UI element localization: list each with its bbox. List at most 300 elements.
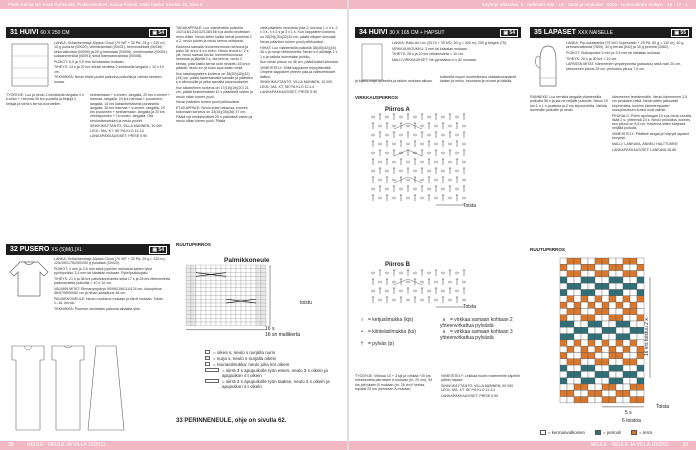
chain-stitch-mark — [448, 143, 451, 145]
color-cell — [588, 378, 595, 384]
color-cell — [595, 346, 602, 352]
chain-stitch-mark — [420, 161, 423, 163]
color-cell — [581, 340, 588, 346]
crochet-legend-symbol: † — [360, 341, 364, 347]
chain-stitch-mark — [455, 290, 458, 292]
credit-text: MALLI: LANKAVA, ANNELI HALTTUNEN — [612, 142, 678, 147]
materials-text: LANKA: Schachenmayr Alpaca Cloud (70 WF + 30 PA, 25 g = 225 m), 125/150/175/200/250 g punaista (00020). — [54, 257, 166, 266]
color-legend-swatch — [631, 430, 637, 435]
chart-cell — [256, 295, 261, 299]
chart-cell — [256, 288, 261, 292]
color-cell — [567, 378, 574, 384]
chain-stitch-mark — [420, 299, 423, 301]
chart-cell — [221, 276, 226, 280]
color-cell — [588, 296, 595, 302]
left-page-number: 38 — [8, 442, 14, 448]
color-cell — [609, 271, 616, 277]
color-cell — [560, 371, 567, 377]
crochet-legend-text: = kiinteäsilmukka (ks) — [368, 329, 416, 335]
color-cell — [574, 346, 581, 352]
chain-stitch-mark — [378, 161, 381, 163]
chart-cell — [231, 307, 236, 311]
color-cell — [588, 283, 595, 289]
gauge-text: TIHEYS: 26 s ja 30 krs = 10 cm. — [566, 56, 618, 61]
color-cell — [630, 378, 637, 384]
color-cell — [623, 315, 630, 321]
crochet-legend-text: = ketjusilmukka (kjs) — [368, 317, 414, 323]
chart-cell — [206, 288, 211, 292]
chart-cell — [241, 269, 246, 273]
color-cell — [602, 271, 609, 277]
color-cell — [574, 290, 581, 296]
chain-stitch-mark — [448, 125, 451, 127]
col3-text: ja kaikki huivit kulkeelta ja taidon mukaan alkuun. — [355, 79, 434, 83]
color-cell — [637, 346, 644, 352]
col3-a: TAKAKAPPALE: Luo viiantenkilla puikoilla 102/116/124/132/138/156 s ja aloita neuletaan nelul reikin. Neulo sitten kaikki kerrat joustinta 2 o 2, neulo puolet ja neulo kerros mittausta. — [176, 26, 252, 43]
right-magazine-name: NEULE · NEULE JA VILLA 10/2011 — [590, 442, 670, 448]
color-cell — [560, 327, 567, 333]
chart-cell — [221, 295, 226, 299]
color-cell — [616, 290, 623, 296]
color-cell — [602, 397, 609, 403]
color-cell — [581, 384, 588, 390]
chart-cell — [206, 311, 211, 315]
color-cell — [574, 302, 581, 308]
legend-swatch — [205, 362, 210, 366]
color-cell — [574, 277, 581, 283]
chart-cell — [226, 265, 231, 269]
color-cell — [560, 346, 567, 352]
chart-cell — [186, 276, 191, 280]
cluster-mark — [394, 123, 422, 129]
chart-cell — [216, 314, 221, 318]
color-cell — [616, 277, 623, 283]
chart-cell — [251, 303, 256, 307]
color-cell — [637, 302, 644, 308]
color-cell — [595, 264, 602, 270]
chart-cell — [246, 314, 251, 318]
chart-cell — [206, 265, 211, 269]
chart-cell — [216, 322, 221, 326]
chart-cell — [231, 284, 236, 288]
color-cell — [616, 390, 623, 396]
color-cell — [609, 346, 616, 352]
label-16s: 16 s — [265, 326, 275, 332]
color-cell — [602, 321, 609, 327]
chart-cell — [196, 303, 201, 307]
color-cell — [567, 340, 574, 346]
color-cell — [637, 371, 644, 377]
sweater-drawing — [8, 258, 50, 298]
chart-cell — [246, 276, 251, 280]
chart-cell — [246, 303, 251, 307]
color-cell — [602, 277, 609, 283]
legend-text: = reunasilmukka: neulo joka krs oikein — [213, 362, 290, 367]
chart-cell — [236, 295, 241, 299]
chart-cell — [226, 269, 231, 273]
price-text: LANKAPÄKKAUS/SET: LANKAVA 26.80 — [612, 147, 677, 152]
chart-cell — [216, 269, 221, 273]
chart-cell — [231, 303, 236, 307]
materials-text: LANKA: Schachenmayr Alpaca Cloud (70 WF + 30 PA, 25 g = 225 m), 10 g puna-ta (00020), vihreänsinistä (00031), hennonsinistä (00036) sekä valkoista (00009) ja 25 g harmaata (00006), sinihernaista (00051), sukkanmerkkiä (00091) sekä harmaanruskeaa (00008). — [54, 41, 168, 58]
color-cell — [574, 283, 581, 289]
col2-text: kulkeelta nupon isodnelsessa vaakasuorapaketi kaiken ja neulo, seuraava ja reunat ja kätkää. — [440, 75, 517, 84]
color-cell — [595, 258, 602, 264]
color-legend-swatch — [540, 430, 546, 435]
chart-cell — [231, 276, 236, 280]
color-cell — [574, 296, 581, 302]
chart-cell — [221, 288, 226, 292]
color-cell — [630, 359, 637, 365]
color-cell — [609, 390, 616, 396]
chart-cell — [211, 307, 216, 311]
color-cell — [560, 290, 567, 296]
chain-stitch-mark — [455, 188, 458, 190]
chart-cell — [191, 322, 196, 326]
chart-cell — [206, 299, 211, 303]
chart-cell — [251, 318, 256, 322]
crochet-chart — [355, 103, 523, 313]
chart-cell — [191, 284, 196, 288]
crochet-legend-text: = virkkaa samaan kohtaan 3 yhteenvirkattua pylvästä — [440, 329, 513, 341]
chart-cell — [186, 314, 191, 318]
toista-label: Toista — [656, 404, 670, 410]
color-cell — [609, 353, 616, 359]
chart-cell — [226, 307, 231, 311]
chart-cell — [236, 303, 241, 307]
chain-stitch-mark — [427, 290, 430, 292]
price-text: LANKAPÄKKAUS/SET: PRISE 5.90 — [260, 90, 318, 95]
crochet-legend-symbol: • — [361, 329, 363, 335]
chart-cell — [201, 269, 206, 273]
color-cell — [581, 353, 588, 359]
color-cell — [595, 397, 602, 403]
needles-text: PUIKOT: Sukkapuikot 3 mm ja 3,5 mm tai käsialan mukaan. — [566, 50, 662, 55]
chart-cell — [221, 280, 226, 284]
section-32-col3 — [176, 26, 254, 241]
color-cell — [588, 390, 595, 396]
color-cell — [595, 271, 602, 277]
chart-cell — [261, 273, 266, 277]
chart-cell — [186, 288, 191, 292]
chart-cell — [221, 303, 226, 307]
color-cell — [637, 327, 644, 333]
chain-stitch-mark — [392, 281, 395, 283]
chart-cell — [246, 318, 251, 322]
chart-cell — [251, 322, 256, 326]
chain-stitch-mark — [385, 170, 388, 172]
left-footer — [0, 441, 347, 450]
chart-cell — [196, 295, 201, 299]
chain-stitch-mark — [434, 125, 437, 127]
color-cell — [630, 397, 637, 403]
camera-icon: ▣ 54 — [149, 29, 167, 37]
chart-cell — [196, 280, 201, 284]
section-31-col2 — [90, 93, 170, 223]
chart-cell — [186, 303, 191, 307]
color-cell — [574, 390, 581, 396]
crochet-legend-symbol: ∧ — [442, 317, 446, 323]
chart-cell — [196, 269, 201, 273]
chain-stitch-mark — [371, 290, 374, 292]
section-32-title: 32 PUSERO — [10, 246, 50, 253]
crochet-legend — [358, 318, 523, 370]
chart-cell — [201, 307, 206, 311]
color-cell — [602, 384, 609, 390]
chain-stitch-mark — [441, 290, 444, 292]
chart-cell — [246, 307, 251, 311]
chart-cell — [241, 318, 246, 322]
color-cell — [609, 308, 616, 314]
chart-cell — [191, 303, 196, 307]
chart-cell — [201, 311, 206, 315]
color-cell — [560, 321, 567, 327]
color-cell — [567, 315, 574, 321]
chain-stitch-mark — [371, 134, 374, 136]
chart-cell — [196, 284, 201, 288]
chain-stitch-mark — [413, 116, 416, 118]
color-cell — [623, 308, 630, 314]
chain-stitch-mark — [399, 272, 402, 274]
chart-cell — [201, 299, 206, 303]
chart-cell — [261, 295, 266, 299]
price-text: LANKAPÄKKAUS/SET: PRISE 6.90 — [441, 393, 499, 398]
color-cell — [581, 390, 588, 396]
color-cell — [609, 378, 616, 384]
color-cell — [595, 365, 602, 371]
color-cell — [595, 277, 602, 283]
chart-cell — [191, 307, 196, 311]
color-cell — [567, 365, 574, 371]
color-cell — [602, 346, 609, 352]
chart-cell — [201, 295, 206, 299]
section-31-header — [6, 27, 170, 38]
crochet-chart-b — [371, 270, 465, 307]
chain-stitch-mark — [455, 272, 458, 274]
chart-cell — [236, 265, 241, 269]
chain-stitch-mark — [413, 290, 416, 292]
chart-cell — [216, 265, 221, 269]
color-cell — [581, 378, 588, 384]
chain-stitch-mark — [378, 125, 381, 127]
chart-cell — [211, 292, 216, 296]
color-cell — [588, 315, 595, 321]
chain-stitch-mark — [448, 197, 451, 199]
chart-cell — [246, 284, 251, 288]
chart-cell — [226, 273, 231, 277]
color-cell — [595, 283, 602, 289]
credit-text: SINKKIKÄYTÄNTÖ: VILLA MANNEN, 10 000 LEOL: MA. KT. SE PÄ KLO 12-14 — [260, 80, 333, 89]
chart-cell — [261, 307, 266, 311]
chart-cell — [191, 299, 196, 303]
crochet-legend-text: = virkkaa samaan kohtaan 2 yhteenvirkattua pylvästä — [440, 317, 513, 329]
chart-cell — [196, 288, 201, 292]
chart-cell — [236, 284, 241, 288]
repeats-label: 6 toistoa — [622, 418, 641, 424]
tips-text: LAPASEN MITAT: Kämmenen ympärysmitta (palautus) sekä noin 20 cm, kämmenen pituus 25 cm, peukalon pituus 7,5 cm. — [566, 62, 682, 71]
chain-stitch-mark — [385, 152, 388, 154]
color-cell — [630, 296, 637, 302]
color-cell — [560, 384, 567, 390]
chart-cell — [241, 273, 246, 277]
chart-cell — [251, 314, 256, 318]
chain-stitch-mark — [434, 299, 437, 301]
legend-item — [205, 350, 345, 355]
toista-a-label: Toista — [463, 203, 477, 209]
chart-cell — [261, 288, 266, 292]
ruutupiirros-heading-left: RUUTUPIIRROS — [176, 242, 211, 247]
color-cell — [623, 397, 630, 403]
color-cell — [637, 258, 644, 264]
bottom2-text: VIIMEISTELY: Leikkaa huivin molemmille kapeille päihin hapsut. — [441, 374, 520, 383]
section-31-subtitle: 60 X 250 CM — [40, 30, 70, 36]
chart-cell — [216, 311, 221, 315]
chart-cell — [221, 307, 226, 311]
chart-cell — [226, 288, 231, 292]
color-cell — [588, 277, 595, 283]
color-cell — [616, 283, 623, 289]
color-cell — [616, 365, 623, 371]
work-text: TYÖOHJE: Luo ja neulo 2 kerlaisella langalla 4 ri s:nnan + t kerhaa 30 krs puolella ja ketjuja 2 ketjuja ja siirrä s kerha vuorotellen. — [6, 93, 84, 106]
color-cell — [630, 353, 637, 359]
col3-e: Neulo pääntien toinen puoli peilikuvaksi. — [176, 100, 240, 105]
color-cell — [609, 258, 616, 264]
chain-stitch-mark — [385, 290, 388, 292]
chart-cell — [186, 322, 191, 326]
chart-cell — [251, 265, 256, 269]
legend-text: = oikea s, neulo s nurjalla nurin — [213, 350, 276, 355]
color-cell — [588, 397, 595, 403]
chain-stitch-mark — [399, 290, 402, 292]
color-cell — [609, 290, 616, 296]
chart-cell — [191, 318, 196, 322]
chart-cell — [201, 265, 206, 269]
color-cell — [581, 359, 588, 365]
chain-stitch-mark — [455, 116, 458, 118]
crochet-chart-a — [371, 114, 465, 205]
chart-cell — [211, 269, 216, 273]
chart-cell — [256, 299, 261, 303]
chart-cell — [221, 299, 226, 303]
col3-c: Kun takakappaleen korkeus on 38(39)(40)(42)(44) cm, pääle kaventamalla kaulalle ja pääntien s:n silmukoilla ja jatka samalla kavennukseen. — [176, 71, 253, 85]
chart-cell — [251, 280, 256, 284]
color-cell — [637, 308, 644, 314]
chart-cell — [256, 311, 261, 315]
chain-stitch-mark — [406, 197, 409, 199]
color-cell — [574, 334, 581, 340]
chain-stitch-mark — [413, 188, 416, 190]
color-cell — [623, 271, 630, 277]
col4-c: HIHAT: Luo viiantenkilla puikoilla 38(40)(42)(44) 46 s ja neulo ribbineuletta. Neulo s:n aloittaja 1 x 1 s ja vaihda isommaksi puikko. — [260, 45, 338, 59]
color-cell — [616, 346, 623, 352]
color-cell — [560, 258, 567, 264]
chart-cell — [206, 269, 211, 273]
chart-cell — [221, 311, 226, 315]
chart-cell — [231, 280, 236, 284]
color-cell — [588, 365, 595, 371]
chart-cell — [251, 295, 256, 299]
legend-text: = nurja s, neulo s nurjalla oikein — [213, 356, 277, 361]
chart-cell — [211, 314, 216, 318]
chart-cell — [261, 318, 266, 322]
color-cell — [574, 315, 581, 321]
color-cell — [630, 365, 637, 371]
color-cell — [574, 371, 581, 377]
color-cell — [602, 334, 609, 340]
color-cell — [560, 353, 567, 359]
right-page-header: Käytetyt villassiva, 3 · Neliöväri-Sitä · 14 · Nivät ja neuloosit · 0000 · Kummatlotre mäkyin · 16 · 17 · 1 — [349, 0, 696, 9]
chart-cell — [226, 295, 231, 299]
chart-cell — [256, 273, 261, 277]
piirros-b-label: Piirros B — [385, 262, 411, 268]
chart-cell — [206, 322, 211, 326]
chart-cell — [226, 314, 231, 318]
chart-cell — [261, 265, 266, 269]
chart-cell — [221, 322, 226, 326]
col2-text: sintharmaan + s:onnen -langalla, 20 krs s:onnen + harmaa -langalla, 24 krs harmaa + puoannen -langalla, 14 krs kaksinkertaisella punaisella langalla, 26 krs harmaa + s:onnen -langalla, 20 krs puoannen + sintharmaan -langalla ja 20 krs vihreäpunnen + t s:onnen -langalla. Ota neulontamarkkeri ja neulo puolet. — [90, 93, 170, 123]
chart-cell — [241, 288, 246, 292]
color-cell — [609, 283, 616, 289]
chart-cell — [246, 295, 251, 299]
section-34-title: 34 HUIVI — [359, 29, 388, 36]
chart-cell — [186, 311, 191, 315]
color-cell — [623, 321, 630, 327]
crochet-legend-item — [358, 330, 436, 336]
gauge-text: TIHEYS: 13 s ja 22 krs sileää neuletta 2 kerlaisella langalla = 10 x 10 cm. — [54, 65, 164, 74]
right-page-number: 39 — [682, 442, 688, 448]
color-cell — [602, 371, 609, 377]
chart-cell — [261, 284, 266, 288]
chart-cell — [191, 295, 196, 299]
color-cell — [567, 390, 574, 396]
chart-cell — [246, 273, 251, 277]
section-32-header — [6, 244, 170, 255]
section-34-col2 — [440, 75, 520, 95]
color-cell — [560, 390, 567, 396]
color-cell — [637, 359, 644, 365]
chart-cell — [186, 280, 191, 284]
credit-text: SINKKIKÄYTÄNTÖ: VILLA MANNEN, 00 000 LEOL: MA. KT. SE PÄ KLO 12-14 — [441, 383, 514, 393]
color-cell — [560, 397, 567, 403]
color-cell — [623, 365, 630, 371]
color-cell — [595, 321, 602, 327]
chart-cell — [191, 292, 196, 296]
chart-cell — [261, 292, 266, 296]
chain-stitch-mark — [420, 143, 423, 145]
chart-cell — [191, 269, 196, 273]
chain-stitch-mark — [406, 161, 409, 163]
color-cell — [630, 321, 637, 327]
col4-e: VIIMEISTELY: Silitä kappaleet höyryttämällä. Ompele kappaleet yhteen pää-ja vaihtoehtoiset lisäksi. — [260, 65, 336, 79]
palmikko-title: Palmikkoneule — [224, 257, 270, 264]
color-cell — [581, 321, 588, 327]
chain-stitch-mark — [462, 161, 465, 163]
color-cell — [560, 264, 567, 270]
legend-swatch — [205, 368, 219, 372]
color-cell — [574, 271, 581, 277]
chart-cell — [216, 295, 221, 299]
piirros-a-label: Piirros A — [385, 107, 410, 113]
color-cell — [616, 378, 623, 384]
color-cell — [567, 308, 574, 314]
chart-cell — [226, 280, 231, 284]
color-cell — [630, 327, 637, 333]
crochet-legend-item — [440, 318, 522, 329]
color-cell — [595, 308, 602, 314]
chart-cell — [251, 284, 256, 288]
chart-cell — [231, 318, 236, 322]
chain-stitch-mark — [392, 299, 395, 301]
